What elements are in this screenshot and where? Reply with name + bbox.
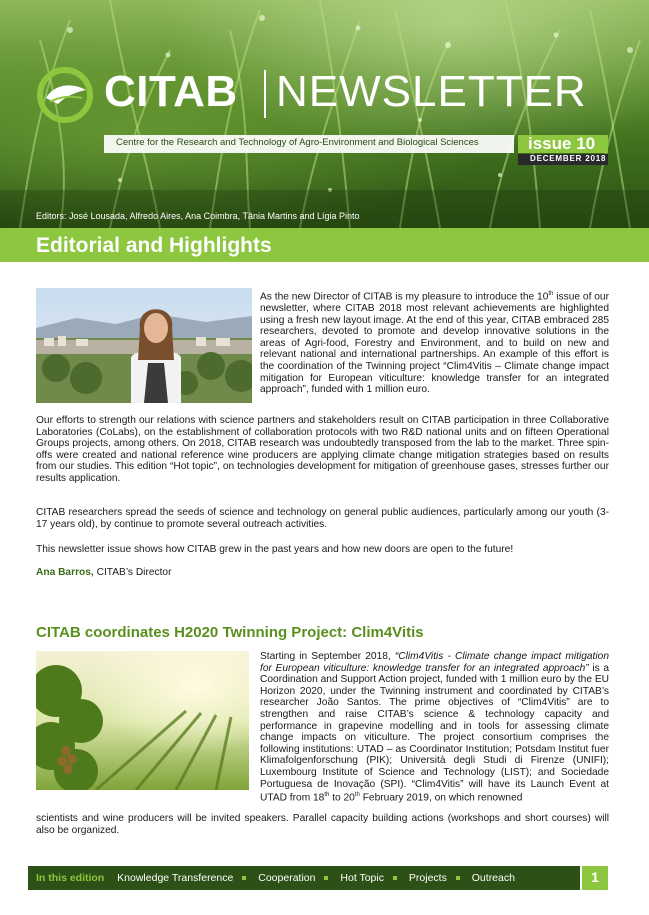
centre-subtitle: Centre for the Research and Technology of Agro-Environment and Biological Sciences: [116, 137, 479, 148]
bullet-icon: [456, 876, 460, 880]
brand-divider: [264, 70, 266, 118]
article-paragraph-1: Starting in September 2018, “Clim4Vitis - Climate change impact mitigation for European viticulture: knowledge transfer for an integrated approach” is a Coordination and Support Action project, funded with 1 million euro by the EU Horizon 2020, under the Twinning instrument and coordinated by CITAB’s researcher João Santos. The prime objectives of “Clim4Vitis” are to strengthen and raise CITAB’s science & technology capacity and performance in grapevine modelling and in tools for assessing climate change impacts on viticulture. The project consortium comprises the following institutions: UTAD – as Coordinator Institution; Potsdam Institut fuer Klimafolgenforschung (PIK); Università degli Studi di Firenze (UNIFI); Luxembourg Institute of Science and Technology (LIST); and Sociedade Portuguesa de Inovação (SPI). “Clim4Vitis” will have its Launch Event at UTAD from 18th to 20th February 2019, on which renowned: [260, 651, 609, 804]
newsletter-title: NEWSLETTER: [276, 67, 587, 116]
footer-item-projects[interactable]: Projects: [408, 872, 447, 884]
footer-item-knowledge-transference[interactable]: Knowledge Transference: [117, 872, 234, 884]
editors-line: Editors: José Lousada, Alfredo Aires, Ana Coimbra, Tânia Martins and Lígia Pinto: [36, 211, 360, 221]
bullet-icon: [324, 876, 328, 880]
brand-name: CITAB: [104, 67, 238, 116]
footer-lead: In this edition: [36, 872, 105, 884]
article-paragraph-2: scientists and wine producers will be invited speakers. Parallel capacity building actions (workshops and short courses) will also be organized.: [36, 813, 609, 836]
issue-date: DECEMBER 2018: [530, 154, 607, 163]
editorial-paragraph-4: This newsletter issue shows how CITAB grew in the past years and how new doors are open to the future!: [36, 544, 514, 555]
footer-item-cooperation[interactable]: Cooperation: [258, 872, 316, 884]
footer-item-outreach[interactable]: Outreach: [471, 872, 515, 884]
editorial-paragraph-2: Our efforts to strength our relations with science partners and stakeholders result on CITAB participation in three Collaborative Laboratories (CoLabs), on the establishment of collaboration protocols with two R&D national units and on fifteen Operational Groups projects, among others. On 2018, CITAB research was undoubtedly transposed from the lab to the market. Three spin-offs were created and national reference wine producers are applying climate change mitigation strategies based on results from our studies. This edition “Hot topic”, on technologies development for mitigation of greenhouse gases, stresses further our results application.: [36, 415, 609, 484]
page-number-badge: [582, 866, 608, 890]
page-number: 1: [591, 869, 599, 885]
director-signature: Ana Barros, CITAB’s Director: [36, 567, 172, 578]
article-heading: CITAB coordinates H2020 Twinning Project: Clim4Vitis: [36, 624, 424, 641]
issue-number: issue 10: [528, 134, 596, 153]
bullet-icon: [242, 876, 246, 880]
bullet-icon: [393, 876, 397, 880]
vineyard-photo: [36, 651, 249, 790]
issue-badge: [518, 135, 608, 153]
footer-nav: [28, 866, 580, 890]
footer-item-hot-topic[interactable]: Hot Topic: [340, 872, 384, 884]
issue-date-badge: [518, 154, 608, 165]
subtitle-bar: [104, 135, 514, 153]
citab-logo-icon: [36, 66, 94, 124]
editorial-heading: Editorial and Highlights: [36, 234, 272, 257]
header-banner: [0, 0, 649, 228]
editorial-paragraph-3: CITAB researchers spread the seeds of science and technology on general public audiences, particularly among our youth (3-17 years old), by continue to promote several outreach activities.: [36, 507, 609, 530]
section-bar-editorial: [0, 228, 649, 262]
director-photo: [36, 288, 252, 403]
editorial-paragraph-1: As the new Director of CITAB is my pleasure to introduce the 10th issue of our newsletter, where CITAB 2018 most relevant achievements are highlighted using a fresh new layout image. At the end of this year, CITAB embraced 285 researchers, devoted to promote and develop innovative solutions in the areas of Agri-food, Forestry and Environment, and to build on new and relevant national and international partnerships. An example of this effort is the coordination of the Twinning project “Clim4Vitis – Climate change impact mitigation for European viticulture: knowledge transfer for an integrated approach”, funded with 1 million euro.: [260, 291, 609, 396]
